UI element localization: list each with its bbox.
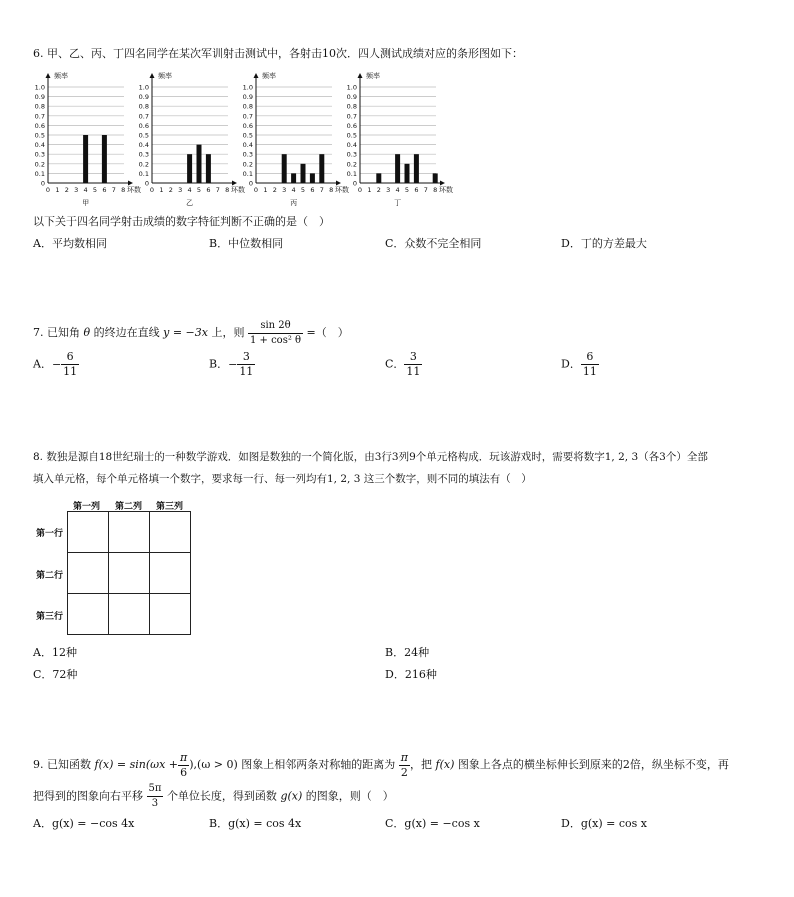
q9-shift-num: 5π <box>147 782 164 797</box>
chart-4-bar <box>433 173 438 183</box>
q9-l1c: ，把 <box>410 758 433 771</box>
q9-pi6-num: π <box>180 750 188 764</box>
chart-4-y-tick: 0 <box>352 179 357 188</box>
q6-option-a[interactable]: A．平均数相同 <box>33 237 107 250</box>
chart-4-x-tick: 3 <box>386 186 391 194</box>
chart-1-y-tick: 0.7 <box>34 112 45 121</box>
chart-3-y-tick: 0.9 <box>242 93 253 102</box>
chart-2-bar <box>206 154 211 183</box>
q7-b-den: 11 <box>239 365 254 378</box>
q9-option-c[interactable]: C．g(x) = −cos x <box>385 817 480 830</box>
chart-3-x-tick: 2 <box>272 186 277 194</box>
chart-1-x-tick: 4 <box>83 186 88 194</box>
chart-3-bar <box>301 164 306 183</box>
q9-option-d[interactable]: D．g(x) = cos x <box>561 817 647 830</box>
chart-3-y-tick: 0.8 <box>242 102 253 111</box>
chart-2-y-tick: 0 <box>144 179 149 188</box>
chart-2-y-tick: 0.3 <box>138 150 149 159</box>
chart-4-bar <box>395 154 400 183</box>
q9-l1d: 图象上各点的横坐标伸长到原来的2倍，纵坐标不变，再 <box>457 758 729 771</box>
chart-4-x-tick: 6 <box>414 186 419 194</box>
q7-a-frac <box>61 350 79 379</box>
chart-2-y-label: 频率 <box>158 72 172 80</box>
q9-gx: g(x) <box>280 789 303 803</box>
chart-1-y-label: 频率 <box>54 72 68 80</box>
chart-3-y-label: 频率 <box>262 72 276 80</box>
chart-2-x-tick: 0 <box>149 186 155 194</box>
chart-4-x-tick: 5 <box>404 186 410 194</box>
q9-line1 <box>33 750 729 780</box>
q8-option-b[interactable]: B．24种 <box>385 646 430 659</box>
chart-4-x-arrow <box>440 181 445 186</box>
chart-3-y-arrow <box>254 73 259 78</box>
q9-pi6-den: 6 <box>180 765 188 779</box>
chart-4-y-tick: 0.2 <box>346 160 357 169</box>
chart-2-y-tick: 0.4 <box>138 141 149 150</box>
q7-b-sign: − <box>228 357 238 371</box>
q7-a-sign: − <box>51 357 62 371</box>
chart-1-y-tick: 0 <box>40 179 45 188</box>
q7-c-den: 11 <box>406 365 421 378</box>
chart-2-y-tick: 0.9 <box>138 93 149 102</box>
chart-1-x-tick: 3 <box>74 186 79 194</box>
chart-2-x-tick: 8 <box>225 186 230 194</box>
chart-3-x-tick: 7 <box>319 186 324 194</box>
q9-l1a: 9. 已知函数 <box>33 758 91 771</box>
q7-frac-den: 1 + cos² θ <box>249 334 302 346</box>
chart-2-y-tick: 1.0 <box>138 83 149 92</box>
q9-fx: f(x) = sin(ωx + <box>94 758 178 771</box>
chart-1-x-tick: 6 <box>102 186 107 194</box>
q6-question: 以下关于四名同学射击成绩的数字特征判断不正确的是（ ） <box>33 215 330 228</box>
chart-3-x-tick: 0 <box>253 186 259 194</box>
q7-c-num: 3 <box>404 350 422 365</box>
q7-option-b[interactable] <box>209 350 255 379</box>
chart-1-x-tick: 1 <box>55 186 60 194</box>
q7-b-label: B． <box>209 357 229 371</box>
chart-4-bar <box>405 164 410 183</box>
chart-3-x-tick: 5 <box>300 186 306 194</box>
q6-option-b[interactable]: B．中位数相同 <box>209 237 284 250</box>
chart-4-y-tick: 0.6 <box>346 121 357 130</box>
chart-1-y-tick: 1.0 <box>34 83 45 92</box>
q7-line-eq: y = −3x <box>163 326 208 339</box>
chart-3-x-tick: 6 <box>310 186 315 194</box>
chart-4-y-tick: 0.1 <box>346 169 357 178</box>
chart-2-x-tick: 2 <box>168 186 173 194</box>
q6-charts <box>30 68 453 219</box>
q9-pi2-den: 2 <box>400 765 408 779</box>
chart-4-bar <box>414 154 419 183</box>
q7-option-d[interactable] <box>561 350 599 379</box>
q7-b-frac <box>237 350 255 379</box>
chart-4-bar <box>376 173 381 183</box>
chart-3-bar <box>291 173 296 183</box>
chart-3-x-tick: 1 <box>263 186 268 194</box>
q9-l2a: 把得到的图象向右平移 <box>33 789 143 803</box>
q8-option-c[interactable]: C．72种 <box>33 668 78 681</box>
sudoku-grid-row-lines <box>67 552 191 594</box>
chart-3-bar <box>319 154 324 183</box>
chart-4-y-arrow <box>358 73 363 78</box>
q7-d-frac <box>581 350 599 379</box>
q6-option-d[interactable]: D．丁的方差最大 <box>561 237 647 250</box>
chart-4-title: 丁 <box>394 199 402 207</box>
chart-1-y-tick: 0.5 <box>34 131 45 140</box>
chart-2-y-tick: 0.6 <box>138 121 149 130</box>
chart-4-y-tick: 0.3 <box>346 150 357 159</box>
chart-3-y-tick: 0.3 <box>242 150 253 159</box>
chart-3-x-tick: 4 <box>291 186 296 194</box>
chart-1-y-tick: 0.9 <box>34 93 45 102</box>
q7-d-label: D． <box>561 357 581 371</box>
q9-l1b: ),(ω > 0) 图象上相邻两条对称轴的距离为 <box>189 758 396 771</box>
chart-2-x-tick: 7 <box>215 186 220 194</box>
chart-3-y-tick: 0.6 <box>242 121 253 130</box>
chart-4-x-label: 环数 <box>438 186 453 194</box>
sudoku-row-2: 第二行 <box>36 571 64 581</box>
q9-l2c: 的图象，则（ ） <box>305 789 394 803</box>
q9-pi2 <box>399 751 410 780</box>
chart-4-y-tick: 0.8 <box>346 102 357 111</box>
chart-4-x-tick: 2 <box>376 186 381 194</box>
sudoku-grid <box>67 511 191 635</box>
q8-line2: 填入单元格，每个单元格填一个数字，要求每一行、每一列均有1, 2, 3 这三个数字，则不同的填法有（ ） <box>33 473 532 485</box>
q7-a-den: 11 <box>63 365 78 378</box>
chart-2-x-label: 环数 <box>230 186 245 194</box>
chart-1-x-label: 环数 <box>126 186 141 194</box>
q7-b-num: 3 <box>237 350 255 365</box>
chart-1-x-tick: 7 <box>111 186 116 194</box>
chart-3-bar <box>282 154 287 183</box>
q9-pi2-num: π <box>400 750 409 764</box>
chart-2-x-tick: 5 <box>196 186 202 194</box>
chart-1-y-tick: 0.3 <box>34 150 45 159</box>
q6-option-c[interactable]: C．众数不完全相同 <box>385 237 482 250</box>
chart-1-y-tick: 0.8 <box>34 102 45 111</box>
q7-stem-d: =（ ） <box>306 326 349 339</box>
q7-c-label: C． <box>385 357 405 371</box>
q6-stem: 6. 甲、乙、丙、丁四名同学在某次军训射击测试中，各射击10次．四人测试成绩对应的条形图如下： <box>33 47 523 60</box>
chart-4-x-tick: 1 <box>367 186 372 194</box>
q9-shift-den: 3 <box>151 798 159 809</box>
q7-c-frac <box>404 350 422 379</box>
chart-2-x-tick: 1 <box>159 186 164 194</box>
q7-stem-c: 上，则 <box>211 326 245 339</box>
q7-a-label: A． <box>33 357 52 371</box>
chart-2-bar <box>197 145 202 183</box>
q7-d-num: 6 <box>581 350 599 365</box>
chart-1-y-arrow <box>46 73 51 78</box>
chart-2-x-tick: 6 <box>206 186 211 194</box>
q7-stem-b: 的终边在直线 <box>93 326 160 339</box>
chart-3-x-arrow <box>336 181 341 186</box>
chart-4-y-label: 频率 <box>366 72 380 80</box>
chart-2-x-tick: 4 <box>187 186 192 194</box>
chart-3-y-tick: 0.7 <box>242 112 253 121</box>
chart-4-y-tick: 0.5 <box>346 131 357 140</box>
q9-pi6 <box>178 751 189 780</box>
chart-1-x-arrow <box>128 181 133 186</box>
chart-1-x-tick: 5 <box>92 186 98 194</box>
q7-stem-a: 7. 已知角 <box>33 326 80 339</box>
chart-4-x-tick: 8 <box>433 186 438 194</box>
q8-line1: 8. 数独是源自18世纪瑞士的一种数学游戏．如图是数独的一个简化版，由3行3列9个单元格构成．玩该游戏时，需要将数字1, 2, 3（各3个）全部 <box>33 451 708 463</box>
chart-3-y-tick: 0.1 <box>242 169 253 178</box>
sudoku-col-1: 第一列 <box>73 502 101 512</box>
chart-3-y-tick: 1.0 <box>242 83 253 92</box>
chart-1-bar <box>102 135 107 183</box>
chart-2-y-tick: 0.2 <box>138 160 149 169</box>
chart-3-y-tick: 0 <box>248 179 253 188</box>
q7-frac-num: sin 2θ <box>248 319 303 334</box>
sudoku-row-1: 第一行 <box>36 529 64 539</box>
q8-option-a[interactable]: A．12种 <box>33 646 77 659</box>
chart-3-y-tick: 0.5 <box>242 131 253 140</box>
chart-2-y-tick: 0.1 <box>138 169 149 178</box>
chart-1-y-tick: 0.6 <box>34 121 45 130</box>
chart-1-x-tick: 8 <box>121 186 126 194</box>
chart-3-x-tick: 3 <box>282 186 287 194</box>
chart-4-x-tick: 0 <box>357 186 363 194</box>
chart-1-y-tick: 0.1 <box>34 169 45 178</box>
chart-4-y-tick: 1.0 <box>346 83 357 92</box>
chart-3-title: 丙 <box>290 199 298 207</box>
q7-option-a[interactable] <box>33 350 79 379</box>
q7-fraction <box>248 319 303 348</box>
q9-shift <box>147 782 164 811</box>
chart-1-title: 甲 <box>82 199 90 207</box>
chart-1-y-tick: 0.4 <box>34 141 45 150</box>
q7-option-c[interactable] <box>385 350 422 379</box>
q7-d-den: 11 <box>582 365 597 378</box>
chart-4-y-tick: 0.4 <box>346 141 357 150</box>
q9-option-a[interactable]: A．g(x) = −cos 4x <box>33 817 135 830</box>
chart-3-bar <box>310 173 315 183</box>
chart-1-x-tick: 2 <box>64 186 69 194</box>
q9-line2 <box>33 782 394 811</box>
chart-2-y-tick: 0.5 <box>138 131 149 140</box>
chart-3-x-tick: 8 <box>329 186 334 194</box>
chart-2-x-arrow <box>232 181 237 186</box>
chart-3-y-tick: 0.2 <box>242 160 253 169</box>
chart-3-x-label: 环数 <box>334 186 349 194</box>
chart-4-y-tick: 0.7 <box>346 112 357 121</box>
q9-l2b: 个单位长度，得到函数 <box>166 789 277 803</box>
chart-4-x-tick: 7 <box>423 186 428 194</box>
chart-2-bar <box>187 154 192 183</box>
q9-option-b[interactable]: B．g(x) = cos 4x <box>209 817 302 830</box>
chart-3-y-tick: 0.4 <box>242 141 253 150</box>
chart-2-y-tick: 0.7 <box>138 112 149 121</box>
chart-1-x-tick: 0 <box>45 186 51 194</box>
chart-4-y-tick: 0.9 <box>346 93 357 102</box>
q9-fx2: f(x) <box>435 758 455 771</box>
chart-2-y-arrow <box>150 73 155 78</box>
sudoku-col-3: 第三列 <box>156 502 184 512</box>
q7-a-num: 6 <box>61 350 79 365</box>
q8-option-d[interactable]: D．216种 <box>385 668 437 681</box>
q7-stem <box>33 318 349 348</box>
chart-1-y-tick: 0.2 <box>34 160 45 169</box>
chart-2-title: 乙 <box>186 199 194 207</box>
q7-theta: θ <box>83 326 91 339</box>
chart-1-bar <box>83 135 88 183</box>
chart-2-x-tick: 3 <box>178 186 183 194</box>
chart-2-y-tick: 0.8 <box>138 102 149 111</box>
bar-charts <box>30 68 453 216</box>
chart-4-x-tick: 4 <box>395 186 400 194</box>
sudoku-col-2: 第二列 <box>115 502 143 512</box>
sudoku-row-3: 第三行 <box>36 612 64 622</box>
